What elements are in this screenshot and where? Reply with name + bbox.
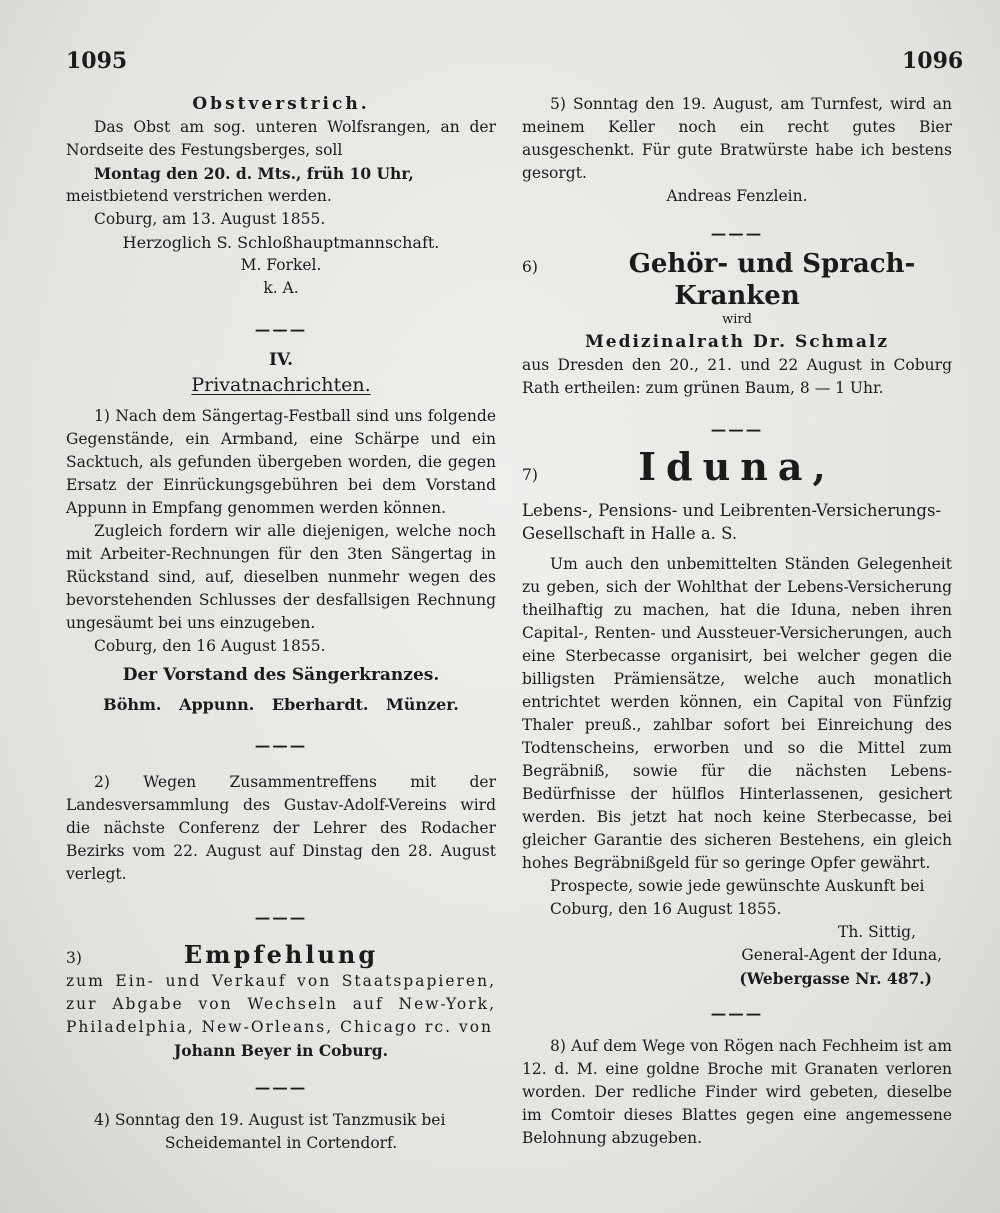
notice-7-subheading: Lebens-, Pensions- und Leibrenten-Versicherungs-Gesellschaft in Halle a. S. xyxy=(522,501,942,543)
left-column xyxy=(66,93,496,1155)
notice-3-text: zum Ein- und Verkauf von Staatspapieren, zur Abgabe von Wechseln auf New-York, Philadelphia, New-Orleans, Chicago rc. von xyxy=(66,972,496,1036)
separator: ——— xyxy=(254,736,308,755)
obst-signature-1: M. Forkel. xyxy=(240,256,322,274)
separator: ——— xyxy=(710,224,764,243)
notice-7-place-date: Coburg, den 16 August 1855. xyxy=(550,900,782,918)
separator: ——— xyxy=(254,1078,308,1097)
notice-7-signature-1: Th. Sittig, xyxy=(837,923,916,941)
notice-3-number: 3) xyxy=(66,949,82,967)
notice-6-number: 6) xyxy=(522,258,538,276)
obst-text-2: meistbietend verstrichen werden. xyxy=(66,187,332,205)
page-number-right: 1096 xyxy=(902,48,964,74)
notice-6-text: aus Dresden den 20., 21. und 22 August in Coburg Rath ertheilen: zum grünen Baum, 8 — 1 Uhr. xyxy=(522,356,952,397)
right-column xyxy=(522,93,952,1150)
separator: ——— xyxy=(710,420,764,439)
notice-7-signature-3: (Webergasse Nr. 487.) xyxy=(739,969,932,988)
notice-2-text: 2) Wegen Zusammentreffens mit der Landesversammlung des Gustav-Adolf-Vereins wird die nächste Conferenz der Lehrer des Rodacher Bezirks vom 22. August auf Dinstag den 28. August verlegt. xyxy=(66,773,496,883)
notice-7-text: Um auch den unbemittelten Ständen Gelegenheit zu geben, sich der Wohlthat der Lebens-Versicherung theilhaftig zu machen, hat die Iduna, neben ihren Capital-, Renten- und Aussteuer-Versicherungen, auch eine Sterbecasse organisirt, bei welcher gegen die billigsten Prämiensätze, welche auch monatlich entrichtet werden können, ein Capital von Fünfzig Thaler preuß., zahlbar sofort bei Einreichung des Todtenscheins, erworben und so die Mittel zum Begräbniß, sowie für die nächsten Lebens-Bedürfnisse der hülflos Hinterlassenen, gesichert werden. Bis jetzt hat noch keine Sterbecasse, bei gleicher Garantie des sicheren Bestehens, ein gleich hohes Begräbnißgeld für so geringe Opfer gewährt. xyxy=(522,555,952,872)
notice-3-heading: Empfehlung xyxy=(183,940,379,969)
notice-7-number: 7) xyxy=(522,466,538,484)
obst-title: Obstverstrich. xyxy=(192,94,370,114)
notice-1-text-2: Zugleich fordern wir alle diejenigen, welche noch mit Arbeiter-Rechnungen für den 3ten Sängertag in Rückstand sind, auf, dieselben nunmehr wegen des bevorstehenden Schlusses der desfallsigen Rechnung ungesäumt bei uns einzugeben. xyxy=(66,522,496,632)
notice-6-header xyxy=(522,249,952,279)
section-title: Privatnachrichten. xyxy=(191,374,371,396)
notice-1-names: Böhm. Appunn. Eberhardt. Münzer. xyxy=(103,695,459,714)
notice-6-heading-1: Gehör- und Sprach- xyxy=(628,249,916,279)
page-number-left: 1095 xyxy=(66,48,128,74)
notice-7-header xyxy=(522,444,952,489)
notice-7-heading: Iduna, xyxy=(638,444,836,489)
section-number: IV. xyxy=(268,350,294,370)
notice-5-text: 5) Sonntag den 19. August, am Turnfest, wird an meinem Keller noch ein recht gutes Bier ausgeschenkt. Für gute Bratwürste habe ich bestens gesorgt. xyxy=(522,95,952,182)
notice-1-signatory: Der Vorstand des Sängerkranzes. xyxy=(122,665,440,685)
separator: ——— xyxy=(254,908,308,927)
separator: ——— xyxy=(710,1004,764,1023)
notice-6-wird: wird xyxy=(722,312,752,327)
notice-1-place-date: Coburg, den 16 August 1855. xyxy=(94,637,326,655)
obst-signature-2: k. A. xyxy=(263,279,299,297)
notice-4-place: Scheidemantel in Cortendorf. xyxy=(164,1134,398,1152)
notice-6-line-1: Medizinalrath Dr. Schmalz xyxy=(584,332,890,352)
obst-authority: Herzoglich S. Schloßhauptmannschaft. xyxy=(122,233,440,252)
obst-place-date: Coburg, am 13. August 1855. xyxy=(94,210,326,228)
notice-7-signature-2: General-Agent der Iduna, xyxy=(741,946,942,964)
obst-text: Das Obst am sog. unteren Wolfsrangen, an der Nordseite des Festungsberges, soll xyxy=(66,118,496,159)
notice-3-header xyxy=(66,940,496,970)
notice-6-heading-2: Kranken xyxy=(674,281,800,311)
notice-1-text: 1) Nach dem Sängertag-Festball sind uns folgende Gegenstände, ein Armband, eine Schärpe und ein Sacktuch, als gefunden übergeben worden, die gegen Ersatz der Einrückungsgebühren bei dem Vorstand Appunn in Empfang genommen werden können. xyxy=(66,407,496,517)
notice-3-name: Johann Beyer in Coburg. xyxy=(173,1041,389,1060)
notice-8-text: 8) Auf dem Wege von Rögen nach Fechheim ist am 12. d. M. eine goldne Broche mit Granaten verloren worden. Der redliche Finder wird gebeten, dieselbe im Comtoir dieses Blattes gegen eine angemessene Belohnung abzugeben. xyxy=(522,1037,952,1147)
separator: ——— xyxy=(254,320,308,339)
obst-date-line: Montag den 20. d. Mts., früh 10 Uhr, xyxy=(94,164,414,183)
notice-5-signature: Andreas Fenzlein. xyxy=(666,187,808,205)
notice-4-text: 4) Sonntag den 19. August ist Tanzmusik bei xyxy=(94,1111,446,1129)
notice-7-text-2: Prospecte, sowie jede gewünschte Auskunft bei xyxy=(550,877,925,895)
